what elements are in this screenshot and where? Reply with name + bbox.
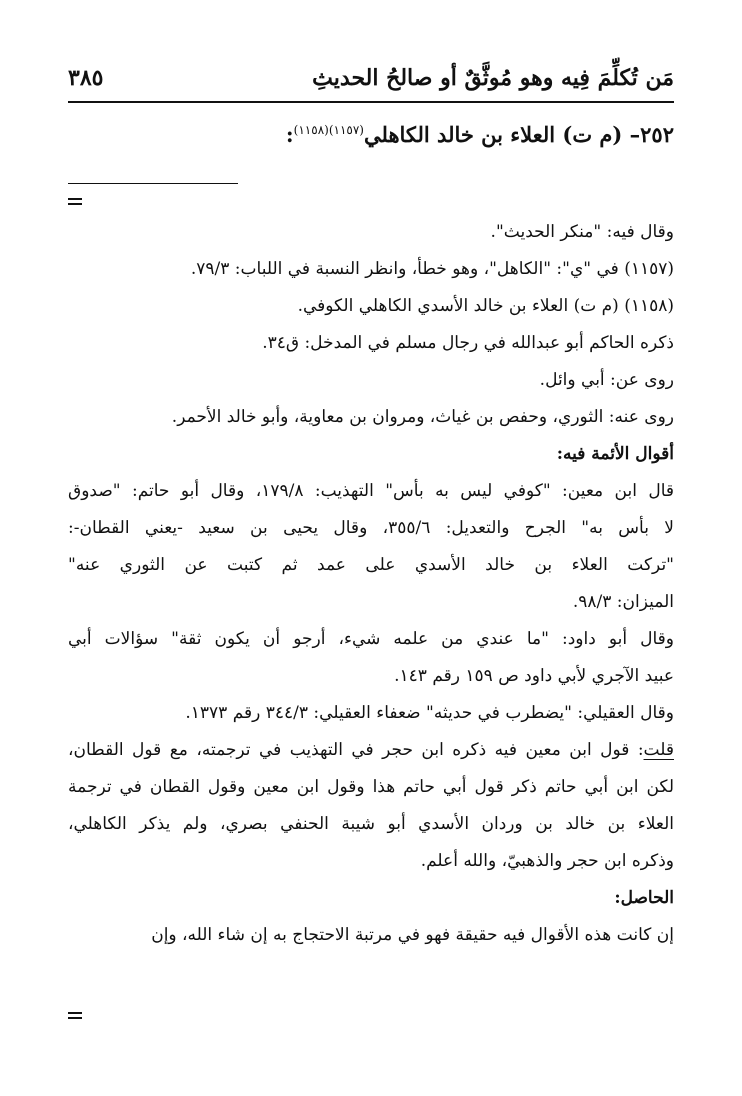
- body-line-15: [68, 732, 674, 769]
- page-body: [68, 214, 674, 954]
- body-line-17: العلاء بن خالد بن وردان الأسدي أبو شيبة الحنفي بصري، ولم يذكر الكاهلي،: [68, 814, 674, 834]
- body-line-10: "تركت العلاء بن خالد الأسدي على عمد ثم كتبت عن الثوري عنه": [68, 555, 674, 575]
- body-line-16: لكن ابن أبي حاتم ذكر قول أبي حاتم هذا وقول ابن معين وقول القطان في ترجمة: [68, 777, 674, 797]
- body-line-14: وقال العقيلي: "يضطرب في حديثه" ضعفاء العقيلي: ٣٤٤/٣ رقم ١٣٧٣.: [185, 703, 674, 723]
- body-line-11: الميزان: ٩٨/٣.: [572, 592, 674, 612]
- continuation-mark-top: [68, 198, 82, 200]
- body-line-4: ذكره الحاكم أبو عبدالله في رجال مسلم في المدخل: ق٣٤.: [262, 333, 674, 353]
- body-line-8: قال ابن معين: "كوفي ليس به بأس" التهذيب: ١٧٩/٨، وقال أبو حاتم: "صدوق: [68, 481, 674, 501]
- body-line-6: روى عنه: الثوري، وحفص بن غياث، ومروان بن معاوية، وأبو خالد الأحمر.: [171, 407, 674, 427]
- footnote-1157: (١١٥٧) في "ي": "الكاهل"، وهو خطأ، وانظر النسبة في اللباب: ٧٩/٣.: [190, 259, 674, 279]
- body-line-20: إن كانت هذه الأقوال فيه حقيقة فهو في مرتبة الاحتجاج به إن شاء الله، وإن: [151, 925, 674, 945]
- footnote-divider: [68, 183, 238, 184]
- body-line-13: عبيد الآجري لأبي داود ص ١٥٩ رقم ١٤٣.: [394, 666, 674, 686]
- entry-text: – (م ت) العلاء بن خالد الكاهلي: [363, 122, 641, 147]
- qult-rest: : قول ابن معين فيه ذكره ابن حجر في التهذيب في ترجمته، مع قول القطان،: [68, 740, 644, 760]
- body-line-12: وقال أبو داود: "ما عندي من علمه شيء، أرجو أن يكون ثقة" سؤالات أبي: [68, 629, 674, 649]
- section-heading-imams: أقوال الأئمة فيه:: [556, 444, 674, 464]
- entry-number: ٢٥٢: [640, 122, 674, 147]
- page-number: ٣٨٥: [68, 65, 104, 91]
- body-line-18: وذكره ابن حجر والذهبيّ، والله أعلم.: [420, 851, 674, 871]
- body-line-1: وقال فيه: "منكر الحديث".: [490, 222, 674, 242]
- footnote-1158: (١١٥٨) (م ت) العلاء بن خالد الأسدي الكاهلي الكوفي.: [297, 296, 674, 316]
- body-line-5: روى عن: أبي وائل.: [539, 370, 674, 390]
- entry-heading: [68, 122, 674, 147]
- running-header: [68, 58, 674, 98]
- body-line-9: لا بأس به" الجرح والتعديل: ٣٥٥/٦، وقال يحيى بن سعيد -يعني القطان-:: [68, 518, 674, 538]
- header-rule: [68, 101, 674, 103]
- section-heading-summary: الحاصل:: [614, 888, 674, 908]
- running-title: مَن تُكلِّمَ فِيه وهو مُوثَّقٌ أو صالحُ الحديثِ: [312, 65, 674, 91]
- qult-label: قلت: [643, 740, 674, 760]
- entry-suffix: :: [285, 122, 294, 147]
- continuation-mark-bottom: [68, 1012, 82, 1014]
- footnote-refs: (١١٥٧)(١١٥٨): [293, 123, 364, 137]
